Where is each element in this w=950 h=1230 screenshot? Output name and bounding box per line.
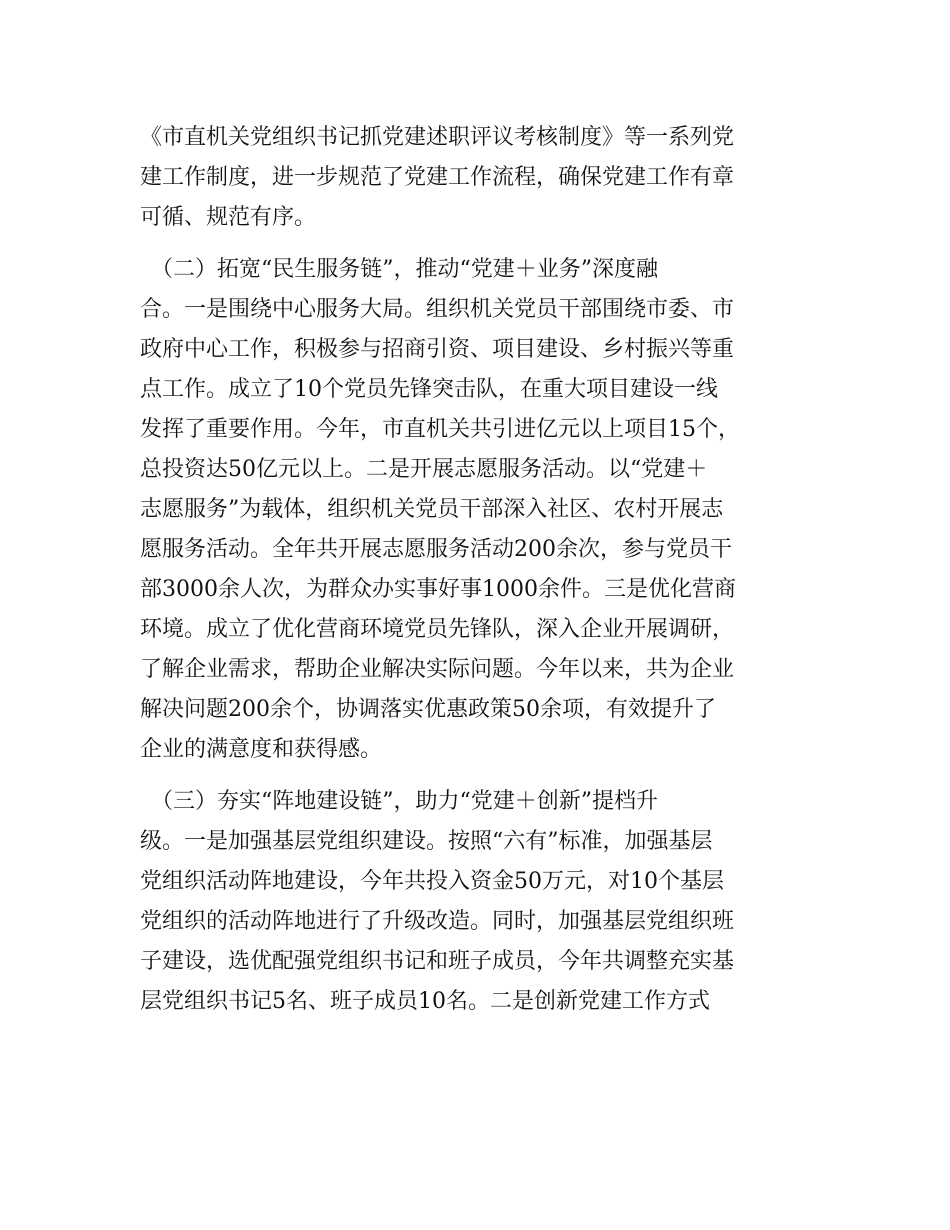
document-body <box>140 118 830 1022</box>
text-line: 环境。成立了优化营商环境党员先锋队，深入企业开展调研， <box>140 617 735 642</box>
text-line: 可循、规范有序。 <box>140 205 317 230</box>
text-line: 合。一是围绕中心服务大局。组织机关党员干部围绕市委、市 <box>140 297 735 322</box>
text-line: 党组织活动阵地建设，今年共投入资金50万元，对10个基层 <box>140 869 724 894</box>
text-line: 级。一是加强基层党组织建设。按照“六有”标准，加强基层 <box>140 829 713 854</box>
paragraph-2 <box>140 250 830 770</box>
text-line: 点工作。成立了10个党员先锋突击队，在重大项目建设一线 <box>140 377 718 402</box>
text-line: 志愿服务”为载体，组织机关党员干部深入社区、农村开展志 <box>140 497 724 522</box>
paragraph-3 <box>140 782 830 1022</box>
text-line: 发挥了重要作用。今年，市直机关共引进亿元以上项目15个， <box>140 417 740 442</box>
paragraph-1 <box>140 118 830 238</box>
text-line: 党组织的活动阵地进行了升级改造。同时，加强基层党组织班 <box>140 909 735 934</box>
text-line: 政府中心工作，积极参与招商引资、项目建设、乡村振兴等重 <box>140 337 735 362</box>
text-line: 建工作制度，进一步规范了党建工作流程，确保党建工作有章 <box>140 165 735 190</box>
text-line: 子建设，选优配强党组织书记和班子成员，今年共调整充实基 <box>140 949 735 974</box>
text-line: 愿服务活动。全年共开展志愿服务活动200余次，参与党员干 <box>140 537 732 562</box>
text-line: 总投资达50亿元以上。二是开展志愿服务活动。以“党建＋ <box>140 457 708 482</box>
text-line: 解决问题200余个，协调落实优惠政策50余项，有效提升了 <box>140 697 716 722</box>
section-heading-line: （三）夯实“阵地建设链”，助力“党建＋创新”提档升 <box>140 789 658 814</box>
text-line: 部3000余人次，为群众办实事好事1000余件。三是优化营商 <box>140 577 736 602</box>
text-line: 《市直机关党组织书记抓党建述职评议考核制度》等一系列党 <box>140 125 735 150</box>
text-line: 了解企业需求，帮助企业解决实际问题。今年以来，共为企业 <box>140 657 735 682</box>
section-heading-line: （二）拓宽“民生服务链”，推动“党建＋业务”深度融 <box>140 257 658 282</box>
text-line: 企业的满意度和获得感。 <box>140 737 383 762</box>
text-line: 层党组织书记5名、班子成员10名。二是创新党建工作方式 <box>140 989 710 1014</box>
